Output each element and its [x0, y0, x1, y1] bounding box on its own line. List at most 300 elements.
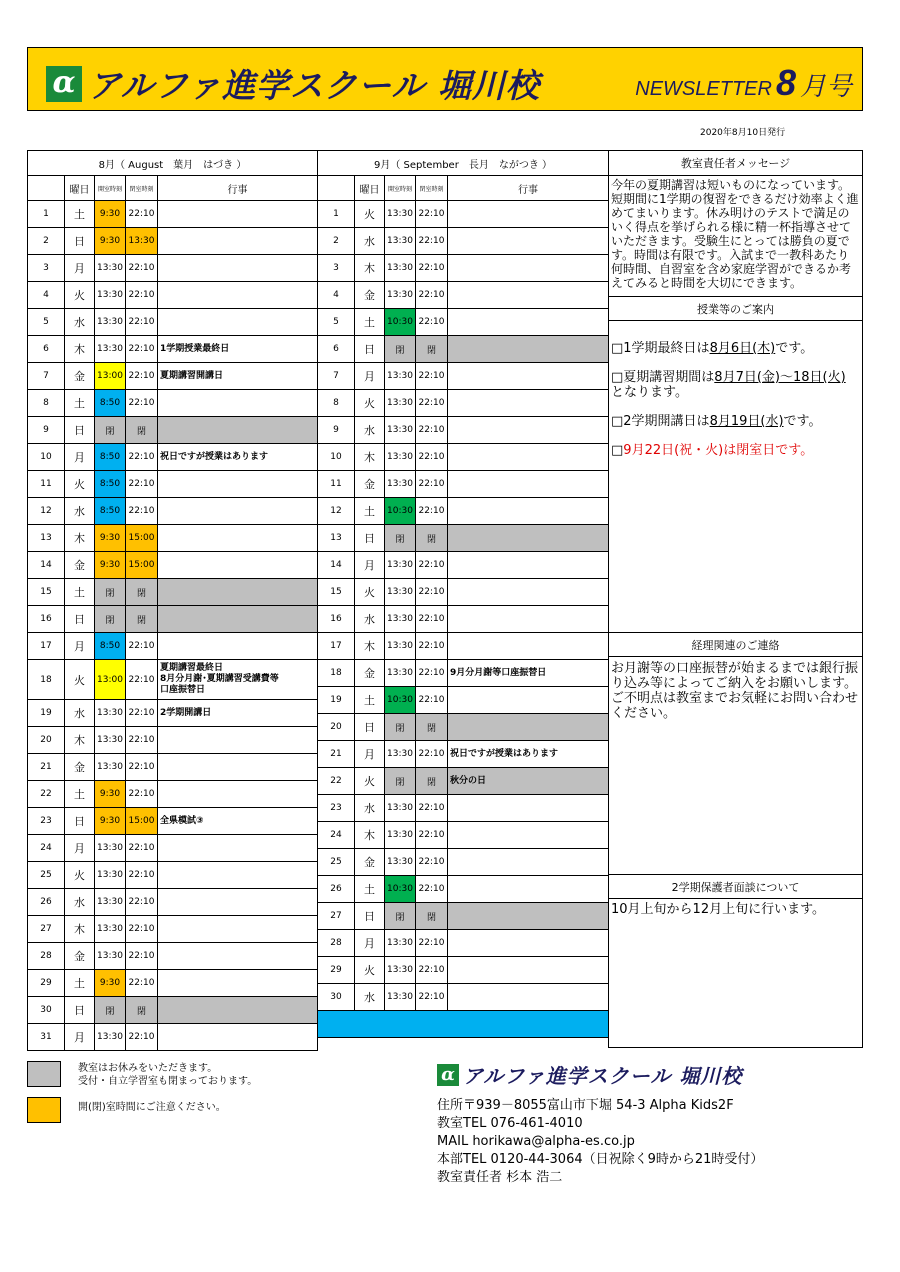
event: 秋分の日 — [448, 768, 609, 795]
event — [448, 309, 609, 336]
open-time: 10:30 — [385, 876, 416, 903]
day-number: 20 — [28, 727, 65, 754]
close-time: 22:10 — [416, 741, 448, 768]
event — [448, 930, 609, 957]
open-time: 13:30 — [95, 916, 126, 943]
calendar-row — [28, 471, 318, 498]
day-number: 15 — [28, 579, 65, 606]
weekday: 木 — [65, 916, 95, 943]
day-number: 17 — [28, 633, 65, 660]
open-time: 8:50 — [95, 390, 126, 417]
open-time: 13:30 — [385, 984, 416, 1011]
issue-date: 2020年8月10日発行 — [700, 128, 786, 138]
august-title: 8月（ August 葉月 はづき ） — [28, 151, 318, 176]
calendar-row — [318, 822, 609, 849]
guide-item-4: □9月22日(祝・火)は閉室日です。 — [611, 443, 814, 458]
col-weekday: 曜日 — [355, 176, 385, 201]
close-time: 15:00 — [126, 552, 158, 579]
day-number: 22 — [28, 781, 65, 808]
event — [158, 255, 318, 282]
calendar-row — [318, 228, 609, 255]
open-time: 8:50 — [95, 444, 126, 471]
close-time: 22:10 — [416, 363, 448, 390]
weekday: 金 — [65, 754, 95, 781]
open-time: 10:30 — [385, 309, 416, 336]
col-close: 閉室時刻 — [416, 176, 448, 201]
weekday: 月 — [355, 930, 385, 957]
close-time: 22:10 — [126, 754, 158, 781]
day-number: 5 — [318, 309, 355, 336]
day-number: 18 — [318, 660, 355, 687]
september-title: 9月（ September 長月 ながつき ） — [318, 151, 609, 176]
close-time: 22:10 — [126, 781, 158, 808]
calendar-row — [28, 498, 318, 525]
event: 祝日ですが授業はあります — [158, 444, 318, 471]
day-number: 1 — [28, 201, 65, 228]
event: 夏期講習最終日 8月分月謝･夏期講習受講費等 口座振替日 — [158, 660, 318, 700]
day-number: 30 — [318, 984, 355, 1011]
weekday: 金 — [355, 849, 385, 876]
open-time: 13:30 — [385, 795, 416, 822]
event — [448, 687, 609, 714]
calendar-row — [28, 660, 318, 700]
footer-address: 住所〒939－8055富山市下堀 54-3 Alpha Kids2F — [437, 1098, 734, 1113]
day-number: 21 — [318, 741, 355, 768]
event — [448, 822, 609, 849]
close-time: 22:10 — [416, 228, 448, 255]
calendar-row — [318, 984, 609, 1011]
weekday: 日 — [65, 228, 95, 255]
day-number: 3 — [28, 255, 65, 282]
day-number: 11 — [318, 471, 355, 498]
footer-mail[interactable]: MAIL horikawa@alpha-es.co.jp — [437, 1134, 635, 1149]
weekday: 金 — [355, 282, 385, 309]
day-number: 2 — [28, 228, 65, 255]
weekday: 日 — [355, 714, 385, 741]
calendar-row-filler — [318, 1011, 609, 1038]
open-time: 閉 — [95, 997, 126, 1024]
close-time: 22:10 — [126, 390, 158, 417]
close-time: 22:10 — [416, 687, 448, 714]
day-number: 16 — [28, 606, 65, 633]
footer-logo — [437, 1060, 763, 1089]
event — [158, 970, 318, 997]
close-time: 22:10 — [416, 795, 448, 822]
open-time: 13:30 — [95, 943, 126, 970]
day-number: 8 — [28, 390, 65, 417]
open-time: 9:30 — [95, 808, 126, 835]
event — [448, 363, 609, 390]
event — [158, 1024, 318, 1051]
weekday: 月 — [355, 741, 385, 768]
event — [448, 417, 609, 444]
calendar-row — [28, 552, 318, 579]
event — [448, 390, 609, 417]
open-time: 閉 — [95, 417, 126, 444]
day-number: 13 — [28, 525, 65, 552]
calendar-row — [318, 633, 609, 660]
day-number: 12 — [28, 498, 65, 525]
event: 2学期開講日 — [158, 700, 318, 727]
day-number: 23 — [318, 795, 355, 822]
day-number: 13 — [318, 525, 355, 552]
weekday: 木 — [355, 444, 385, 471]
legend-gray-text: 教室はお休みをいただきます。 受付・自立学習室も閉まっております。 — [78, 1063, 258, 1087]
weekday: 日 — [65, 417, 95, 444]
calendar-row — [28, 781, 318, 808]
event — [158, 525, 318, 552]
day-number: 10 — [318, 444, 355, 471]
open-time: 閉 — [95, 579, 126, 606]
alpha-logo-icon: α — [437, 1064, 459, 1086]
close-time: 22:10 — [126, 201, 158, 228]
weekday: 木 — [355, 633, 385, 660]
close-time: 22:10 — [126, 889, 158, 916]
calendar-row — [28, 579, 318, 606]
close-time: 22:10 — [126, 444, 158, 471]
day-number: 16 — [318, 606, 355, 633]
close-time: 閉 — [126, 997, 158, 1024]
legend-gray-swatch — [27, 1061, 61, 1087]
event — [158, 309, 318, 336]
event — [158, 633, 318, 660]
day-number: 30 — [28, 997, 65, 1024]
open-time: 13:30 — [95, 336, 126, 363]
event — [448, 552, 609, 579]
col-date — [318, 176, 355, 201]
newsletter-label: NEWSLETTER — [635, 78, 772, 100]
day-number: 2 — [318, 228, 355, 255]
calendar-row — [28, 754, 318, 781]
event — [448, 984, 609, 1011]
open-time: 13:30 — [385, 363, 416, 390]
day-number: 21 — [28, 754, 65, 781]
calendar-row — [28, 606, 318, 633]
calendar-row — [28, 444, 318, 471]
calendar-row — [28, 943, 318, 970]
calendar-row — [28, 417, 318, 444]
event — [448, 498, 609, 525]
event — [158, 781, 318, 808]
close-time: 22:10 — [126, 660, 158, 700]
calendar-row — [28, 889, 318, 916]
event — [448, 957, 609, 984]
guide-body — [611, 341, 861, 472]
event — [158, 727, 318, 754]
calendar-row — [28, 862, 318, 889]
close-time: 22:10 — [416, 309, 448, 336]
col-date — [28, 176, 65, 201]
close-time: 22:10 — [126, 309, 158, 336]
weekday: 土 — [355, 309, 385, 336]
day-number: 3 — [318, 255, 355, 282]
calendar-row — [28, 700, 318, 727]
alpha-logo-icon: α — [46, 66, 82, 102]
weekday: 火 — [355, 201, 385, 228]
open-time: 13:30 — [95, 754, 126, 781]
calendar-row — [28, 282, 318, 309]
close-time: 22:10 — [416, 255, 448, 282]
weekday: 月 — [355, 552, 385, 579]
weekday: 水 — [65, 309, 95, 336]
calendar-row — [28, 255, 318, 282]
open-time: 13:30 — [385, 201, 416, 228]
calendar-row — [318, 849, 609, 876]
calendar-row — [318, 768, 609, 795]
event — [448, 903, 609, 930]
weekday: 月 — [355, 363, 385, 390]
weekday: 月 — [65, 444, 95, 471]
calendar-row — [318, 336, 609, 363]
event — [448, 714, 609, 741]
event — [448, 228, 609, 255]
col-close: 閉室時刻 — [126, 176, 158, 201]
weekday: 火 — [355, 390, 385, 417]
school-logo — [46, 60, 540, 107]
weekday: 日 — [355, 525, 385, 552]
calendar-row — [28, 633, 318, 660]
event — [448, 525, 609, 552]
event — [158, 943, 318, 970]
calendar-row — [318, 444, 609, 471]
day-number: 19 — [318, 687, 355, 714]
close-time: 22:10 — [416, 498, 448, 525]
open-time: 13:30 — [385, 579, 416, 606]
calendar-row — [318, 525, 609, 552]
weekday: 土 — [65, 970, 95, 997]
close-time: 22:10 — [416, 849, 448, 876]
open-time: 13:30 — [385, 444, 416, 471]
open-time: 13:30 — [95, 835, 126, 862]
day-number: 5 — [28, 309, 65, 336]
open-time: 8:50 — [95, 633, 126, 660]
day-number: 14 — [28, 552, 65, 579]
close-time: 15:00 — [126, 525, 158, 552]
weekday: 木 — [355, 255, 385, 282]
event — [158, 390, 318, 417]
guide-item-3: □2学期開講日は8月19日(水)です。 — [611, 414, 822, 429]
open-time: 13:30 — [95, 862, 126, 889]
calendar-row — [318, 552, 609, 579]
weekday: 火 — [65, 862, 95, 889]
event — [448, 255, 609, 282]
day-number: 29 — [318, 957, 355, 984]
calendar-row — [318, 255, 609, 282]
close-time: 閉 — [416, 903, 448, 930]
close-time: 閉 — [416, 714, 448, 741]
open-time: 13:30 — [95, 889, 126, 916]
day-number: 19 — [28, 700, 65, 727]
close-time: 22:10 — [126, 255, 158, 282]
close-time: 22:10 — [126, 282, 158, 309]
newsletter-month-suffix: 月号 — [799, 71, 852, 101]
day-number: 11 — [28, 471, 65, 498]
day-number: 15 — [318, 579, 355, 606]
calendar-row — [318, 741, 609, 768]
event — [448, 849, 609, 876]
weekday: 金 — [65, 363, 95, 390]
close-time: 22:10 — [126, 916, 158, 943]
open-time: 閉 — [95, 606, 126, 633]
weekday: 水 — [355, 606, 385, 633]
close-time: 22:10 — [416, 201, 448, 228]
event — [448, 795, 609, 822]
event — [158, 862, 318, 889]
day-number: 7 — [318, 363, 355, 390]
day-number: 4 — [28, 282, 65, 309]
weekday: 土 — [65, 390, 95, 417]
day-number: 17 — [318, 633, 355, 660]
open-time: 9:30 — [95, 201, 126, 228]
close-time: 閉 — [126, 606, 158, 633]
calendar-row — [318, 687, 609, 714]
accounting-body: お月謝等の口座振替が始まるまでは銀行振り込み等によってご納入をお願いします。ご不明点は教室までお気軽にお問い合わせください。 — [611, 661, 859, 721]
close-time: 15:00 — [126, 808, 158, 835]
footer-school-name: アルファ進学スクール 堀川校 — [463, 1064, 743, 1088]
weekday: 水 — [355, 984, 385, 1011]
open-time: 13:30 — [385, 849, 416, 876]
event — [448, 282, 609, 309]
event — [158, 417, 318, 444]
message-body: 今年の夏期講習は短いものになっています。短期間に1学期の復習をできるだけ効率よく進めてまいります。休み明けのテストで満足のいく得点を挙げられる様に精一杯指導させていただきます。受験生にとっては勝負の夏です。時間は有限です。入試まで一教科あたり何時間、自習室を含め家庭学習ができるか考えてみると時間を大切にできます。 — [611, 178, 859, 290]
event: 全県模試③ — [158, 808, 318, 835]
close-time: 22:10 — [416, 660, 448, 687]
filler-bar — [318, 1011, 609, 1038]
open-time: 13:30 — [95, 700, 126, 727]
open-time: 13:30 — [385, 390, 416, 417]
weekday: 日 — [355, 903, 385, 930]
open-time: 13:30 — [385, 417, 416, 444]
calendar-row — [28, 390, 318, 417]
day-number: 7 — [28, 363, 65, 390]
side-panel — [608, 150, 863, 1048]
footer-contact — [437, 1060, 763, 1187]
newsletter-month: 8 — [775, 62, 796, 103]
weekday: 金 — [65, 943, 95, 970]
parent-meeting-body: 10月上旬から12月上旬に行います。 — [611, 902, 826, 917]
day-number: 9 — [28, 417, 65, 444]
weekday: 木 — [355, 822, 385, 849]
message-title: 教室責任者メッセージ — [609, 151, 862, 176]
day-number: 1 — [318, 201, 355, 228]
open-time: 13:30 — [95, 255, 126, 282]
open-time: 13:30 — [385, 471, 416, 498]
event — [158, 201, 318, 228]
day-number: 12 — [318, 498, 355, 525]
footer-manager: 教室責任者 杉本 浩二 — [437, 1170, 563, 1185]
weekday: 木 — [65, 336, 95, 363]
calendar-row — [318, 282, 609, 309]
event — [158, 889, 318, 916]
close-time: 閉 — [416, 768, 448, 795]
calendar-row — [28, 835, 318, 862]
open-time: 13:30 — [385, 741, 416, 768]
legend-orange-swatch — [27, 1097, 61, 1123]
weekday: 火 — [355, 579, 385, 606]
weekday: 水 — [65, 889, 95, 916]
weekday: 木 — [65, 525, 95, 552]
open-time: 9:30 — [95, 525, 126, 552]
close-time: 22:10 — [126, 633, 158, 660]
weekday: 月 — [65, 633, 95, 660]
open-time: 13:30 — [95, 309, 126, 336]
open-time: 13:30 — [95, 1024, 126, 1051]
open-time: 13:30 — [95, 727, 126, 754]
col-event: 行事 — [158, 176, 318, 201]
calendar-row — [318, 930, 609, 957]
open-time: 10:30 — [385, 687, 416, 714]
event — [448, 201, 609, 228]
open-time: 13:30 — [385, 282, 416, 309]
calendar-row — [318, 876, 609, 903]
day-number: 23 — [28, 808, 65, 835]
weekday: 水 — [355, 795, 385, 822]
day-number: 10 — [28, 444, 65, 471]
calendar-row — [318, 363, 609, 390]
close-time: 22:10 — [416, 390, 448, 417]
calendar-row — [318, 309, 609, 336]
calendar-row — [28, 228, 318, 255]
close-time: 22:10 — [126, 498, 158, 525]
day-number: 18 — [28, 660, 65, 700]
weekday: 火 — [65, 660, 95, 700]
close-time: 22:10 — [416, 930, 448, 957]
weekday: 土 — [355, 498, 385, 525]
day-number: 8 — [318, 390, 355, 417]
close-time: 22:10 — [126, 336, 158, 363]
open-time: 13:30 — [385, 606, 416, 633]
close-time: 22:10 — [126, 700, 158, 727]
calendar-row — [28, 1024, 318, 1051]
day-number: 14 — [318, 552, 355, 579]
event — [448, 876, 609, 903]
close-time: 閉 — [126, 579, 158, 606]
calendar-row — [28, 525, 318, 552]
day-number: 6 — [28, 336, 65, 363]
close-time: 22:10 — [416, 282, 448, 309]
footer-hq-tel: 本部TEL 0120-44-3064（日祝除く9時から21時受付） — [437, 1152, 764, 1167]
school-name: アルファ進学スクール 堀川校 — [88, 66, 540, 105]
open-time: 9:30 — [95, 970, 126, 997]
calendar-row — [28, 997, 318, 1024]
calendar-row — [28, 808, 318, 835]
weekday: 月 — [65, 835, 95, 862]
calendar-row — [28, 916, 318, 943]
close-time: 22:10 — [416, 606, 448, 633]
close-time: 閉 — [416, 525, 448, 552]
calendar-row — [28, 309, 318, 336]
open-time: 閉 — [385, 714, 416, 741]
event — [448, 606, 609, 633]
calendar-row — [28, 970, 318, 997]
day-number: 24 — [318, 822, 355, 849]
day-number: 25 — [318, 849, 355, 876]
weekday: 金 — [355, 660, 385, 687]
calendar-row — [318, 579, 609, 606]
weekday: 土 — [355, 687, 385, 714]
open-time: 13:30 — [95, 282, 126, 309]
open-time: 閉 — [385, 903, 416, 930]
col-open: 開室時刻 — [385, 176, 416, 201]
weekday: 木 — [65, 727, 95, 754]
col-event: 行事 — [448, 176, 609, 201]
weekday: 火 — [355, 768, 385, 795]
open-time: 13:30 — [385, 957, 416, 984]
calendar-row — [318, 957, 609, 984]
open-time: 13:30 — [385, 660, 416, 687]
event — [158, 606, 318, 633]
event — [448, 633, 609, 660]
